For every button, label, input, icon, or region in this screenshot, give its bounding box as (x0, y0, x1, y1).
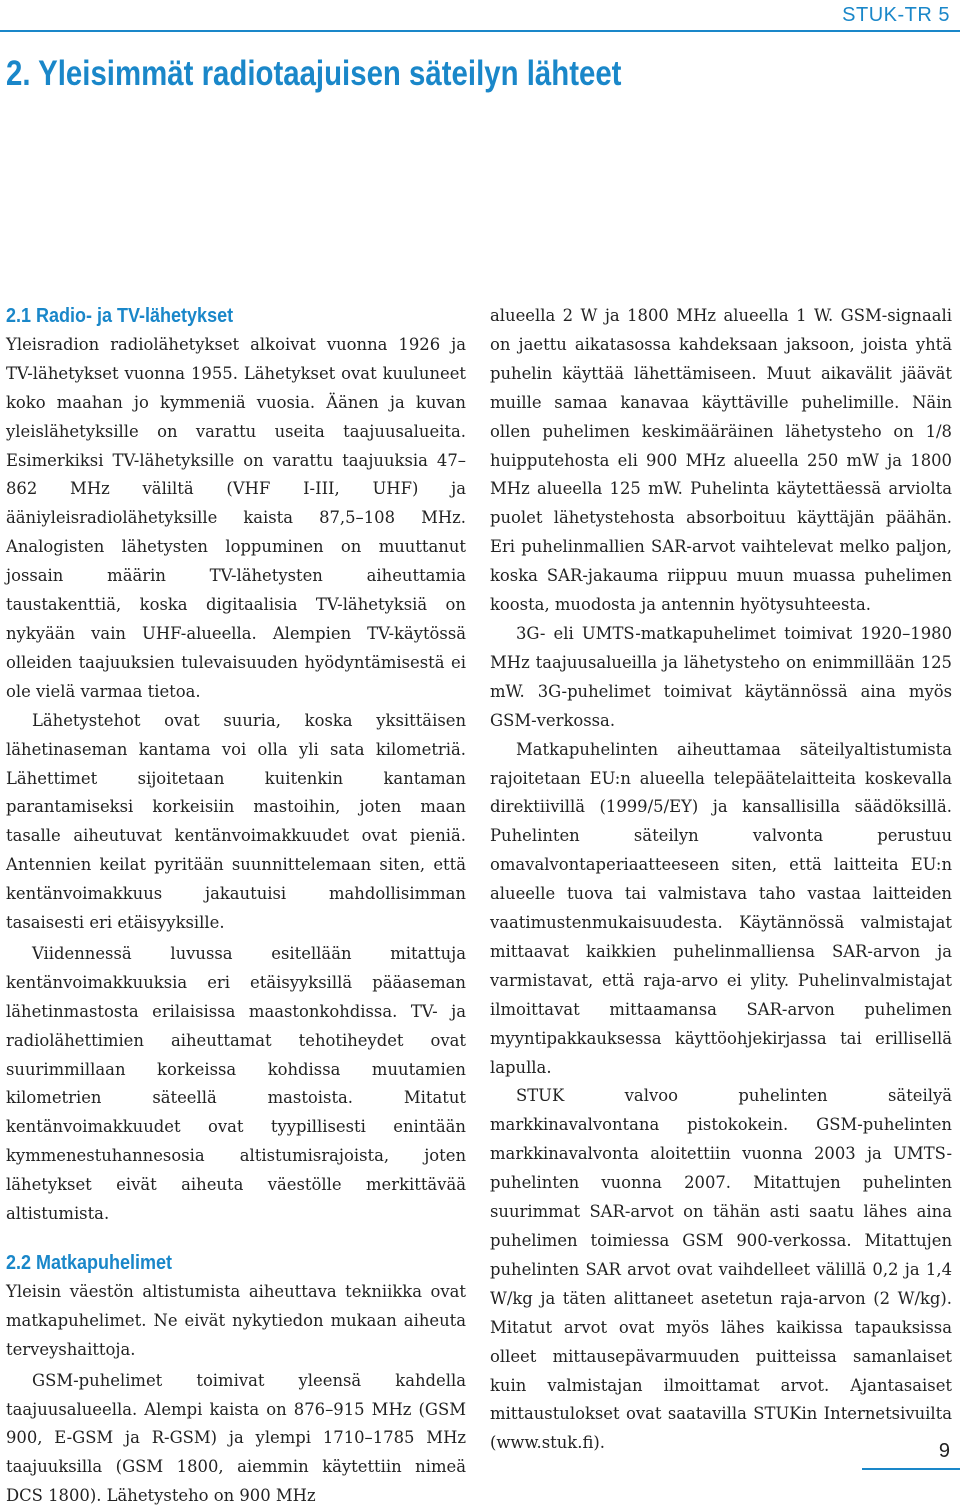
section-2-2-paragraph-2-part-1: GSM-puhelimet toimivat yleensä kahdella taajuusalueella. Alempi kaista on 876–915 MHz (GSM 900, E-GSM ja R-GSM) ja ylempi 1710–1785 MHz taajuuksilla (GSM 1800, aiemmin käytettiin nimeä DCS 1800). Lähetysteho on 900 MHz (6, 1370, 466, 1506)
section-2-2-title: 2.2 Matkapuhelimet (6, 1252, 173, 1274)
page-number: 9 (938, 1440, 950, 1462)
chapter-title: 2. Yleisimmät radiotaajuisen säteilyn lähteet (6, 54, 622, 93)
left-column (6, 302, 466, 1511)
section-2-1-paragraph-1: Yleisradion radiolähetykset alkoivat vuonna 1926 ja TV-lähetykset vuonna 1955. Lähetykset ovat kuuluneet koko maahan jo kymmeniä vuosia. Äänen ja kuvan yleislähetyksille on varattu useita taajuusalueita. Esimerkiksi TV-lähetyksille on varattu taajuuksia 47–862 MHz väliltä (VHF I-III, UHF) ja ääniyleisradiolähetyksille kaista 87,5–108 MHz. Analogisten lähetysten loppuminen on muuttanut jossain määrin TV-lähetysten aiheuttamia taustakenttiä, koska digitaalisia TV-lähetyksiä on nykyään vain UHF-alueella. Alempien TV-käytössä olleiden taajuuksien tulevaisuuden hyödyntämisestä ei ole vielä varmaa tietoa. (6, 334, 466, 701)
section-2-2-paragraph-3: 3G- eli UMTS-matkapuhelimet toimivat 1920–1980 MHz taajuusalueilla ja lähetysteho on enimmillään 125 mW. 3G-puhelimet toimivat käytännössä aina myös GSM-verkossa. (490, 623, 952, 730)
section-2-1-paragraph-2: Lähetystehot ovat suuria, koska yksittäisen lähetinaseman kantama voi olla yli sata kilometriä. Lähettimet sijoitetaan kuitenkin kantaman parantamiseksi korkeisiin mastoihin, joten maan tasalle aiheutuvat kentänvoimakkuudet ovat pieniä. Antennien keilat pyritään suunnittelemaan siten, että kentänvoimakkuus jakautuisi mahdollisimman tasaisesti eri etäisyyksille. (6, 710, 466, 933)
section-2-1-paragraph-3: Viidennessä luvussa esitellään mitattuja kentänvoimakkuuksia eri etäisyyksillä pääaseman lähetinmastosta erilaisissa maastonkohdissa. TV- ja radiolähettimien aiheuttamat tehotiheydet ovat suurimmillaan korkeissa kohdissa muutamien kilometrien säteellä mastoista. Mitatut kentänvoimakkuudet ovat tyypillisesti enintään kymmenestuhannesosia altistumisrajoista, joten lähetykset eivät aiheuta väestölle merkittävää altistumista. (6, 943, 466, 1224)
section-2-2-paragraph-1: Yleisin väestön altistumista aiheuttava tekniikka ovat matkapuhelimet. Ne eivät nykytiedon mukaan aiheuta terveyshaittoja. (6, 1281, 466, 1359)
footer-rule (862, 1468, 960, 1470)
section-2-2-paragraph-4: Matkapuhelinten aiheuttamaa säteilyaltistumista rajoitetaan EU:n alueella telepäätelaitteita koskevalla direktiivillä (1999/5/EY) ja kansallisilla säädöksillä. Puhelinten säteilyn valvonta perustuu omavalvontaperiaatteeseen siten, että laitteita EU:n alueelle tuova tai valmistava taho vastaa laitteiden vaatimustenmukaisuudesta. Käytännössä valmistajat mittaavat kaikkien puhelinmalliensa SAR-arvon ja varmistavat, että raja-arvo ei ylity. Puhelinvalmistajat ilmoittavat mittaamansa SAR-arvon puhelimen myyntipakkauksessa käyttöohjekirjassa tai erillisellä lapulla. (490, 739, 952, 1077)
header-rule (0, 30, 960, 32)
document-id: STUK-TR 5 (842, 4, 950, 26)
right-column (490, 302, 952, 1458)
section-2-2-paragraph-2-part-2: alueella 2 W ja 1800 MHz alueella 1 W. GSM-signaali on jaettu aikatasossa kahdeksaan jaksoon, joista yhtä puhelin käyttää lähettämiseen. Muut aikavälit jäävät muille samaa kanavaa käyttäville puhelimille. Näin ollen puhelimen keskimääräinen lähetysteho on 1/8 huipputehosta eli 900 MHz alueella 250 mW ja 1800 MHz alueella 125 mW. Puhelinta käytettäessä arviolta puolet lähetystehosta absorboituu käyttäjän päähän. Eri puhelinmallien SAR-arvot vaihtelevat melko paljon, koska SAR-jakauma riippuu muun muassa puhelimen koosta, muodosta ja antennin hyötysuhteesta. (490, 306, 952, 615)
section-2-2-paragraph-5: STUK valvoo puhelinten säteilyä markkinavalvontana pistokokein. GSM-puhelinten markkinavalvonta aloitettiin vuonna 2003 ja UMTS-puhelinten vuonna 2007. Mitattujen puhelinten suurimmat SAR-arvot on tähän asti saatu lähes aina puhelimen toimiessa GSM 900-verkossa. Mitattujen puhelinten SAR arvot ovat vaihdelleet välillä 0,2 ja 1,4 W/kg ja täten alittaneet asetetun raja-arvon (2 W/kg). Mitatut arvot ovat myös lähes kaikissa tapauksissa olleet mittausepävarmuuden puitteissa samanlaiset kuin valmistajan ilmoittamat arvot. Ajantasaiset mittaustulokset ovat saatavilla STUKin Internetsivuilta (www.stuk.fi). (490, 1086, 952, 1453)
section-2-1-title: 2.1 Radio- ja TV-lähetykset (6, 305, 234, 327)
